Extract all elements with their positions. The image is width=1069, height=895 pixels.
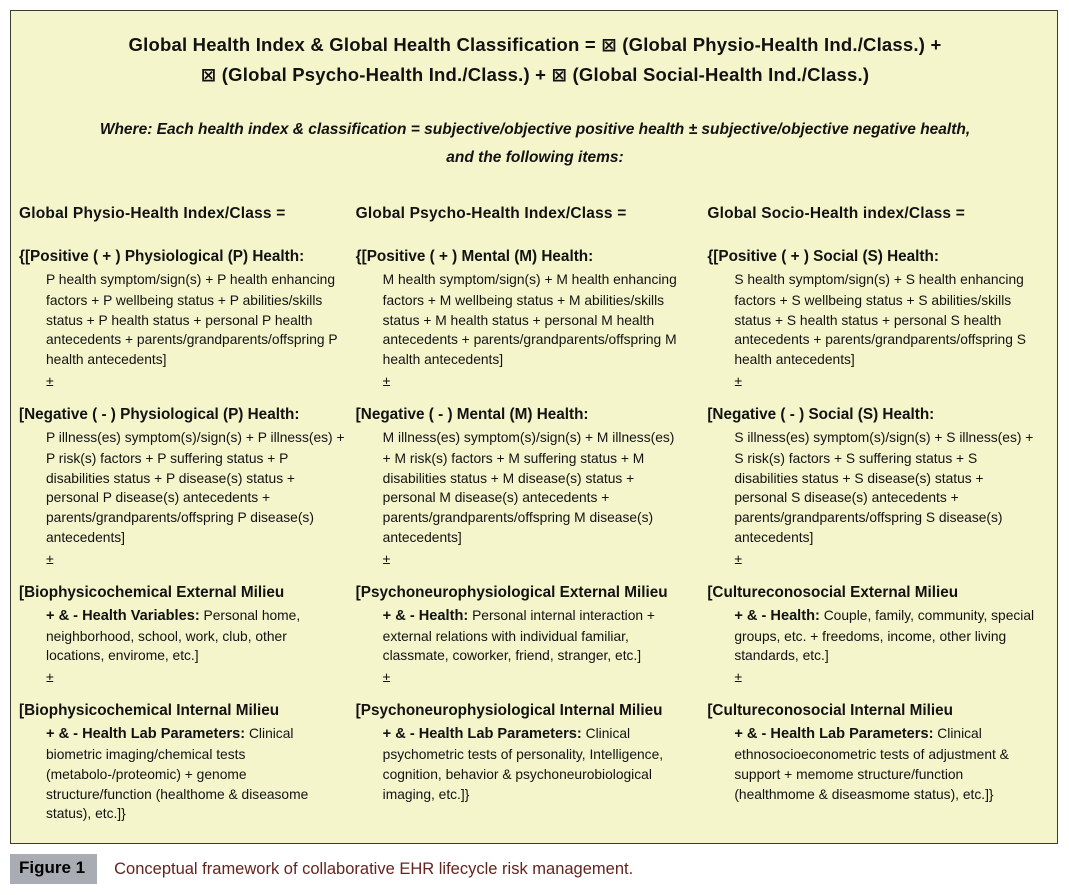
section-heading: [Biophysicochemical External Milieu: [19, 583, 285, 601]
section-text: Couple, family, community, special groups, etc. + freedoms, income, other living standards, etc.]: [734, 607, 1035, 664]
plus-minus-sign: ±: [46, 372, 54, 389]
plus-minus-sign: ±: [734, 550, 743, 567]
figure-title: [19, 30, 1051, 90]
section-body: [46, 724, 346, 824]
column-header-psycho: Global Psycho-Health Index/Class =: [355, 205, 627, 222]
section-bold-prefix: + & - Health Variables:: [46, 607, 200, 624]
section-text: M health symptom/sign(s) + M health enhancing factors + M wellbeing status + M abilities/skills status + M health status + personal M health antecedents + parents/grandparents/offspring M health antecedents]: [382, 272, 677, 368]
section-body: [383, 428, 683, 548]
column-header-physio: Global Physio-Health Index/Class =: [19, 205, 286, 222]
section-negative-mental: [356, 405, 708, 568]
section-text: Personal internal interaction + external relations with individual familiar, classmate, coworker, friend, stranger, etc.]: [382, 607, 655, 664]
section-body: [734, 428, 1034, 548]
plus-minus-sign: ±: [734, 669, 743, 686]
section-heading: [Biophysicochemical Internal Milieu: [19, 702, 280, 720]
section-bold-prefix: + & - Health Lab Parameters:: [46, 726, 246, 743]
section-heading: {[Positive ( + ) Mental (M) Health:: [355, 248, 594, 265]
section-negative-physiological: [19, 405, 356, 568]
section-text: M illness(es) symptom(s)/sign(s) + M illness(es) + M risk(s) factors + M suffering status + M disabilities status + M disease(s) status + personal M disease(s) antecedents + parents/grandparents/offspring M disease(s) antecedents]: [382, 429, 675, 545]
column-socio-health: [707, 205, 1051, 824]
section-psychoneurophysiological-external: [356, 583, 708, 686]
figure-panel: [10, 10, 1058, 844]
section-heading: [Cultureconosocial External Milieu: [707, 583, 959, 601]
plus-minus-sign: ±: [46, 669, 54, 686]
section-biophysicochemical-external: [19, 583, 356, 686]
section-positive-social: [707, 247, 1051, 390]
section-bold-prefix: + & - Health:: [734, 607, 820, 624]
section-text: Personal home, neighborhood, school, work, club, other locations, envirome, etc.]: [46, 607, 301, 664]
section-text: S illness(es) symptom(s)/sign(s) + S illness(es) + S risk(s) factors + S suffering status + S disabilities status + S disease(s) status + personal S disease(s) antecedents + parents/grandparents/offspring S disease(s) antecedents]: [734, 429, 1034, 545]
section-body: [734, 606, 1034, 666]
section-body: [383, 270, 683, 370]
where-clause-line1: Where: Each health index & classification = subjective/objective positive health ± subjective/objective negative health,: [99, 121, 971, 138]
section-bold-prefix: + & - Health Lab Parameters:: [734, 726, 934, 743]
figure-title-line2: ⊠ (Global Psycho-Health Ind./Class.) + ⊠ (Global Social-Health Ind./Class.): [200, 64, 870, 85]
section-text: Clinical psychometric tests of personality, Intelligence, cognition, behavior & psychoneurobiological imaging, etc.]}: [382, 726, 664, 802]
section-text: Clinical ethnosocioeconometric tests of adjustment & support + memome structure/function (healthmome & diseasmome status), etc.]}: [734, 726, 1009, 802]
section-body: [46, 270, 346, 370]
section-heading: [Negative ( - ) Social (S) Health:: [707, 405, 935, 423]
section-heading: [Negative ( - ) Mental (M) Health:: [355, 405, 589, 423]
section-cultureconosocial-external: [707, 583, 1051, 686]
figure-title-line1: Global Health Index & Global Health Classification = ⊠ (Global Physio-Health Ind./Class.) +: [128, 34, 942, 55]
figure-caption-text: Conceptual framework of collaborative EHR lifecycle risk management.: [114, 860, 634, 878]
section-heading: [Negative ( - ) Physiological (P) Health:: [19, 405, 300, 423]
where-clause-line2: and the following items:: [446, 149, 624, 166]
section-text: P health symptom/sign(s) + P health enhancing factors + P wellbeing status + P abilities/skills status + P health status + personal P health antecedents + parents/grandparents/offspring P health antecedents]: [46, 272, 338, 368]
figure-caption: [10, 854, 633, 884]
section-positive-mental: [356, 247, 708, 390]
plus-minus-sign: ±: [382, 669, 391, 686]
section-bold-prefix: + & - Health Lab Parameters:: [382, 726, 582, 743]
section-body: [734, 724, 1034, 804]
section-heading: [Psychoneurophysiological External Milieu: [355, 583, 668, 601]
section-negative-social: [707, 405, 1051, 568]
section-body: [46, 428, 346, 548]
section-text: Clinical biometric imaging/chemical tests (metabolo-/proteomic) + genome structure/function (healthome & diseasome status), etc.]}: [46, 726, 309, 822]
figure-number-badge: Figure 1: [10, 854, 97, 884]
section-heading: {[Positive ( + ) Social (S) Health:: [707, 248, 939, 265]
plus-minus-sign: ±: [734, 372, 743, 389]
section-heading: [Cultureconosocial Internal Milieu: [707, 702, 953, 720]
section-body: [383, 724, 683, 804]
section-body: [46, 606, 346, 666]
section-psychoneurophysiological-internal: [356, 701, 708, 804]
where-clause: [19, 116, 1051, 172]
columns-container: [19, 205, 1051, 824]
section-heading: {[Positive ( + ) Physiological (P) Health:: [19, 248, 305, 265]
section-biophysicochemical-internal: [19, 701, 356, 824]
column-psycho-health: [356, 205, 708, 824]
section-text: P illness(es) symptom(s)/sign(s) + P illness(es) + P risk(s) factors + P suffering status + P disabilities status + P disease(s) status + personal P disease(s) antecedents + parents/grandparents/offspring P disease(s) antecedents]: [46, 429, 345, 545]
section-cultureconosocial-internal: [707, 701, 1051, 804]
column-physio-health: [19, 205, 356, 824]
section-positive-physiological: [19, 247, 356, 390]
plus-minus-sign: ±: [382, 550, 391, 567]
section-body: [383, 606, 683, 666]
column-header-socio: Global Socio-Health index/Class =: [707, 205, 966, 222]
plus-minus-sign: ±: [46, 550, 54, 567]
section-heading: [Psychoneurophysiological Internal Milieu: [355, 702, 663, 720]
plus-minus-sign: ±: [382, 372, 391, 389]
section-body: [734, 270, 1034, 370]
section-text: S health symptom/sign(s) + S health enhancing factors + S wellbeing status + S abilities/skills status + S health status + personal S health antecedents + parents/grandparents/offspring S health antecedents]: [734, 272, 1026, 368]
section-bold-prefix: + & - Health:: [382, 607, 469, 624]
